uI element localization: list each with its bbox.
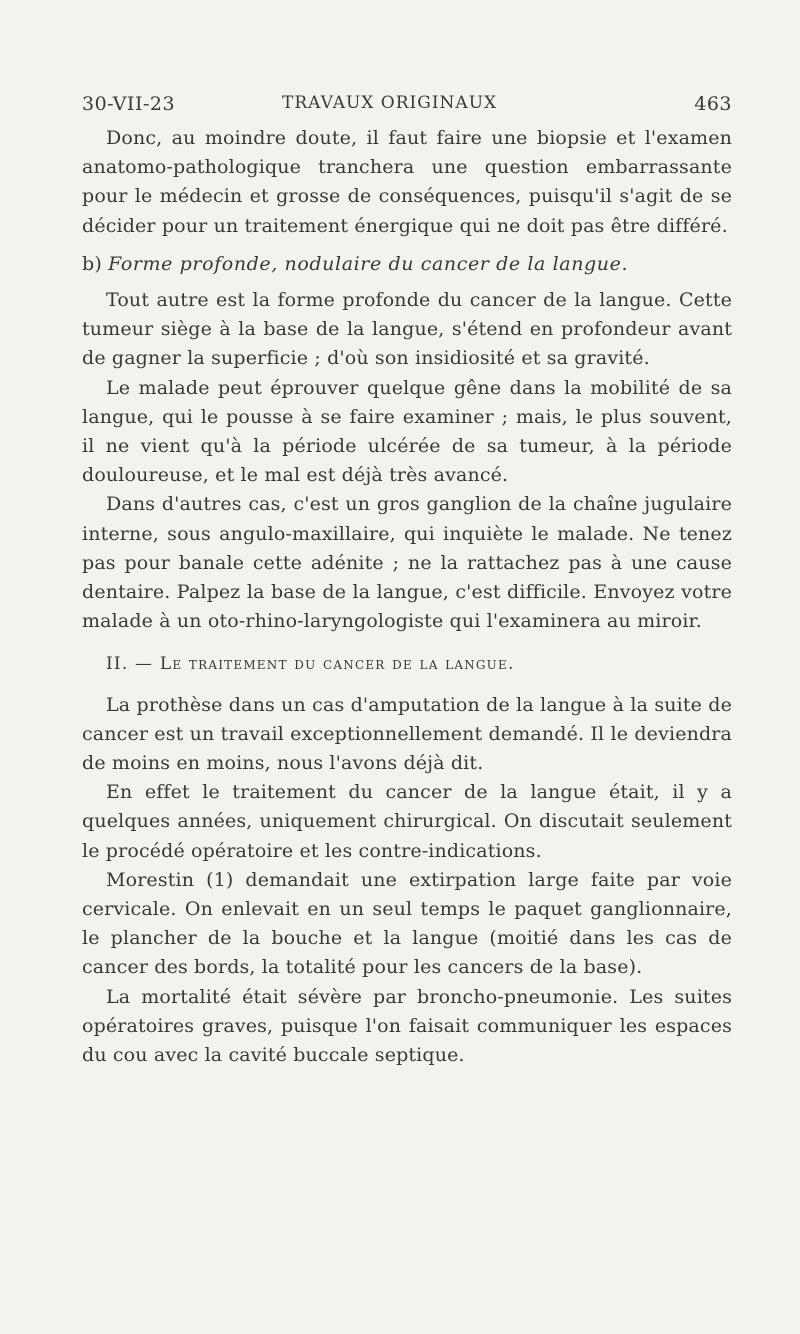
paragraph-ganglion: Dans d'autres cas, c'est un gros ganglion de la chaîne jugulaire interne, sous angulo-maxillaire, qui inquiète le malade. Ne tenez pas pour banale cette adénite ; ne la rattachez pas à une cause dentaire. Palpez la base de la langue, c'est difficile. Envoyez votre malade à un oto-rhino-laryngologiste qui l'examinera au miroir. (82, 493, 732, 633)
page-number: 463 (694, 93, 732, 115)
subsection-title: Forme profonde, nodulaire du cancer de la langue. (108, 252, 629, 275)
paragraph-morestin: Morestin (1) demandait une extirpation large faite par voie cervicale. On enlevait en un seul temps le paquet ganglionnaire, le plancher de la bouche et la langue (moitié dans les cas de cancer des bords, la totalité pour les cancers de la base). (82, 868, 732, 979)
paragraph-symptoms: Le malade peut éprouver quelque gêne dans la mobilité de sa langue, qui le pousse à se faire examiner ; mais, le plus souvent, il ne vient qu'à la période ulcérée de sa tumeur, à la période douloureuse, et le mal est déjà très avancé. (82, 376, 732, 487)
paragraph-prosthesis: La prothèse dans un cas d'amputation de la langue à la suite de cancer est un travail exceptionnellement demandé. Il le deviendra de moins en moins, nous l'avons déjà dit. (82, 693, 732, 775)
journal-section-title: TRAVAUX ORIGINAUX (282, 93, 498, 113)
paragraph-biopsy: Donc, au moindre doute, il faut faire une biopsie et l'examen anatomo-pathologique tranchera une question embarrassante pour le médecin et grosse de conséquences, puisqu'il s'agit de se décider pour un traitement énergique qui ne doit pas être différé. (82, 127, 732, 237)
running-header (82, 93, 732, 123)
article-body (82, 124, 732, 1070)
paragraph-deep-form: Tout autre est la forme profonde du cancer de la langue. Cette tumeur siège à la base de la langue, s'étend en profondeur avant de gagner la superficie ; d'où son insidiosité et sa gravité. (82, 289, 732, 370)
section-number: II. — (106, 654, 154, 675)
issue-date: 30-VII-23 (82, 93, 176, 115)
subsection-label: b) (82, 252, 102, 275)
section-heading (82, 650, 732, 679)
paragraph-surgical-treatment: En effet le traitement du cancer de la langue était, il y a quelques années, uniquement chirurgical. On discutait seulement le procédé opératoire et les contre-indications. (82, 781, 732, 862)
section-title: Le traitement du cancer de la langue. (159, 654, 515, 675)
subsection-heading (82, 250, 732, 279)
paragraph-mortality: La mortalité était sévère par broncho-pneumonie. Les suites opératoires graves, puisque l'on faisait communiquer les espaces du cou avec la cavité buccale septique. (82, 985, 732, 1067)
